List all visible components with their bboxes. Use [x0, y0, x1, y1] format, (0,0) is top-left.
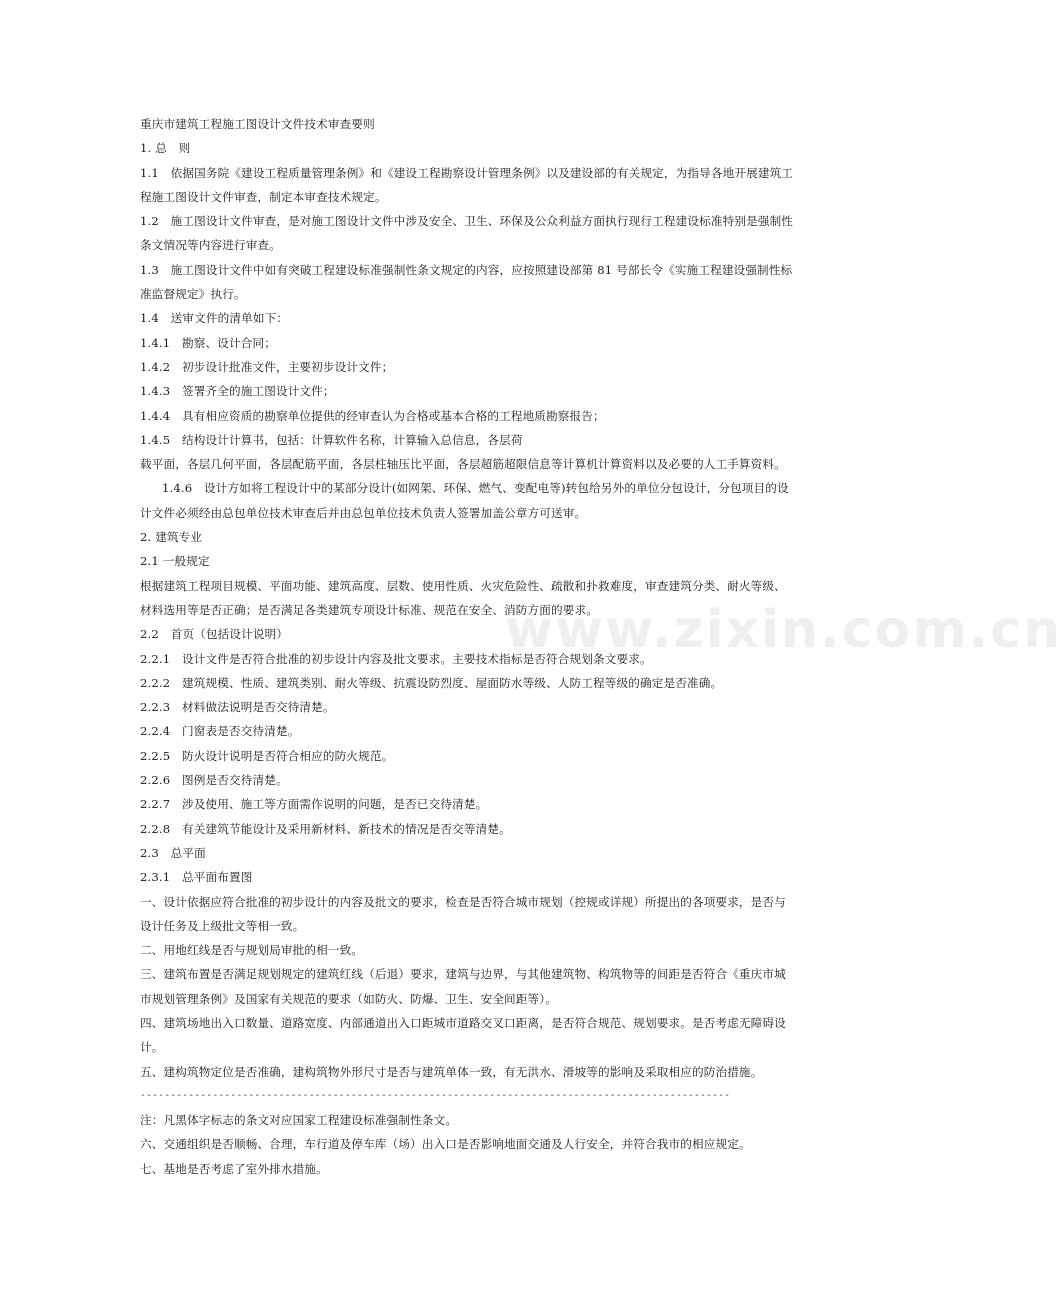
paragraph-line: 七、基地是否考虑了室外排水措施。 [140, 1161, 328, 1176]
paragraph-line: 四、建筑场地出入口数量、道路宽度、内部通道出入口距城市道路交叉口距离，是否符合规范、规划要求。是否考虑无障碍设 [140, 1015, 786, 1030]
list-item: 1.4.5 结构设计计算书，包括：计算软件名称，计算输入总信息，各层荷 [140, 432, 523, 447]
list-item: 2.2.3 材料做法说明是否交待清楚。 [140, 700, 335, 715]
paragraph-line: 设计任务及上级批文等相一致。 [140, 918, 305, 933]
section-heading: 2. 建筑专业 [140, 530, 203, 545]
paragraph-line: 市规划管理条例》及国家有关规范的要求（如防火、防爆、卫生、安全间距等）。 [140, 991, 557, 1006]
watermark: www.zixin.com.cn [505, 600, 1062, 660]
document-body [140, 112, 794, 1181]
list-item: 2.2.6 图例是否交待清楚。 [140, 773, 288, 788]
paragraph-line: 材料选用等是否正确；是否满足各类建筑专项设计标准、规范在安全、消防方面的要求。 [140, 602, 599, 617]
paragraph-line: 三、建筑布置是否满足规划规定的建筑红线（后退）要求，建筑与边界，与其他建筑物、构筑物等的间距是否符合《重庆市城 [140, 967, 786, 982]
paragraph-line: 六、交通组织是否顺畅、合理，车行道及停车库（场）出入口是否影响地面交通及人行安全，并符合我市的相应规定。 [140, 1137, 751, 1152]
list-item: 1.4.3 签署齐全的施工图设计文件； [140, 384, 335, 399]
paragraph-line: 1.4 送审文件的清单如下： [140, 311, 289, 326]
document-title: 重庆市建筑工程施工图设计文件技术审查要则 [140, 117, 375, 131]
paragraph-line: 1.3 施工图设计文件中如有突破工程建设标准强制性条文规定的内容，应按照建设部第 81 号部长令《实施工程建设强制性标 [140, 262, 793, 277]
subsection-heading: 2.3 总平面 [140, 845, 206, 860]
paragraph-line: 条文情况等内容进行审查。 [140, 238, 281, 253]
paragraph-line: 一、设计依据应符合批准的初步设计的内容及批文的要求，检查是否符合城市规划（控规或详规）所提出的各项要求，是否与 [140, 894, 786, 909]
paragraph-line: 1.1 依据国务院《建设工程质量管理条例》和《建设工程勘察设计管理条例》以及建设部的有关规定，为指导各地开展建筑工 [140, 165, 794, 180]
list-item: 1.4.6 设计方如将工程设计中的某部分设计(如网架、环保、燃气、变配电等)转包给另外的单位分包设计，分包项目的设 [162, 481, 789, 496]
paragraph-line: 根据建筑工程项目规模、平面功能、建筑高度、层数、使用性质、火灾危险性、疏散和扑救难度，审查建筑分类、耐火等级、 [140, 578, 786, 593]
list-item: 2.2.7 涉及使用、施工等方面需作说明的问题，是否已交待清楚。 [140, 797, 488, 812]
list-item: 2.2.1 设计文件是否符合批准的初步设计内容及批文要求。主要技术指标是否符合规划条文要求。 [140, 651, 652, 666]
separator-line: -------------------------------------------------------------------------------------------------- [140, 1089, 731, 1101]
paragraph-line: 准监督规定》执行。 [140, 287, 246, 302]
list-item: 1.4.1 勘察、设计合同； [140, 335, 276, 350]
subsection-heading: 2.1 一般规定 [140, 554, 210, 569]
paragraph-line: 1.2 施工图设计文件审查，是对施工图设计文件中涉及安全、卫生、环保及公众利益方面执行现行工程建设标准特别是强制性 [140, 214, 794, 229]
paragraph-line: 计文件必须经由总包单位技术审查后并由总包单位技术负责人签署加盖公章方可送审。 [140, 505, 587, 520]
section-heading: 1. 总 则 [140, 141, 191, 156]
paragraph-line: 二、用地红线是否与规划局审批的相一致。 [140, 943, 364, 958]
paragraph-line: 载平面，各层几何平面，各层配筋平面，各层柱轴压比平面，各层超筋超限信息等计算机计算资料以及必要的人工手算资料。 [140, 457, 786, 472]
list-item: 2.2.8 有关建筑节能设计及采用新材料、新技术的情况是否交等清楚。 [140, 821, 511, 836]
list-item: 1.4.4 具有相应资质的勘察单位提供的经审查认为合格或基本合格的工程地质勘察报告； [140, 408, 605, 423]
paragraph-line: 五、建构筑物定位是否准确，建构筑物外形尺寸是否与建筑单体一致，有无洪水、滑坡等的影响及采取相应的防治措施。 [140, 1064, 763, 1079]
list-item: 2.2.4 门窗表是否交待清楚。 [140, 724, 300, 739]
paragraph-line: 计。 [140, 1040, 164, 1055]
subsection-heading: 2.2 首页（包括设计说明） [140, 627, 289, 642]
list-item: 2.2.2 建筑规模、性质、建筑类别、耐火等级、抗震设防烈度、屋面防水等级、人防工程等级的确定是否准确。 [140, 675, 723, 690]
list-item: 2.2.5 防火设计说明是否符合相应的防火规范。 [140, 748, 394, 763]
list-item: 2.3.1 总平面布置图 [140, 870, 253, 885]
paragraph-line: 程施工图设计文件审查，制定本审查技术规定。 [140, 189, 387, 204]
footnote: 注：凡黑体字标志的条文对应国家工程建设标准强制性条文。 [140, 1113, 458, 1128]
list-item: 1.4.2 初步设计批准文件，主要初步设计文件； [140, 359, 394, 374]
